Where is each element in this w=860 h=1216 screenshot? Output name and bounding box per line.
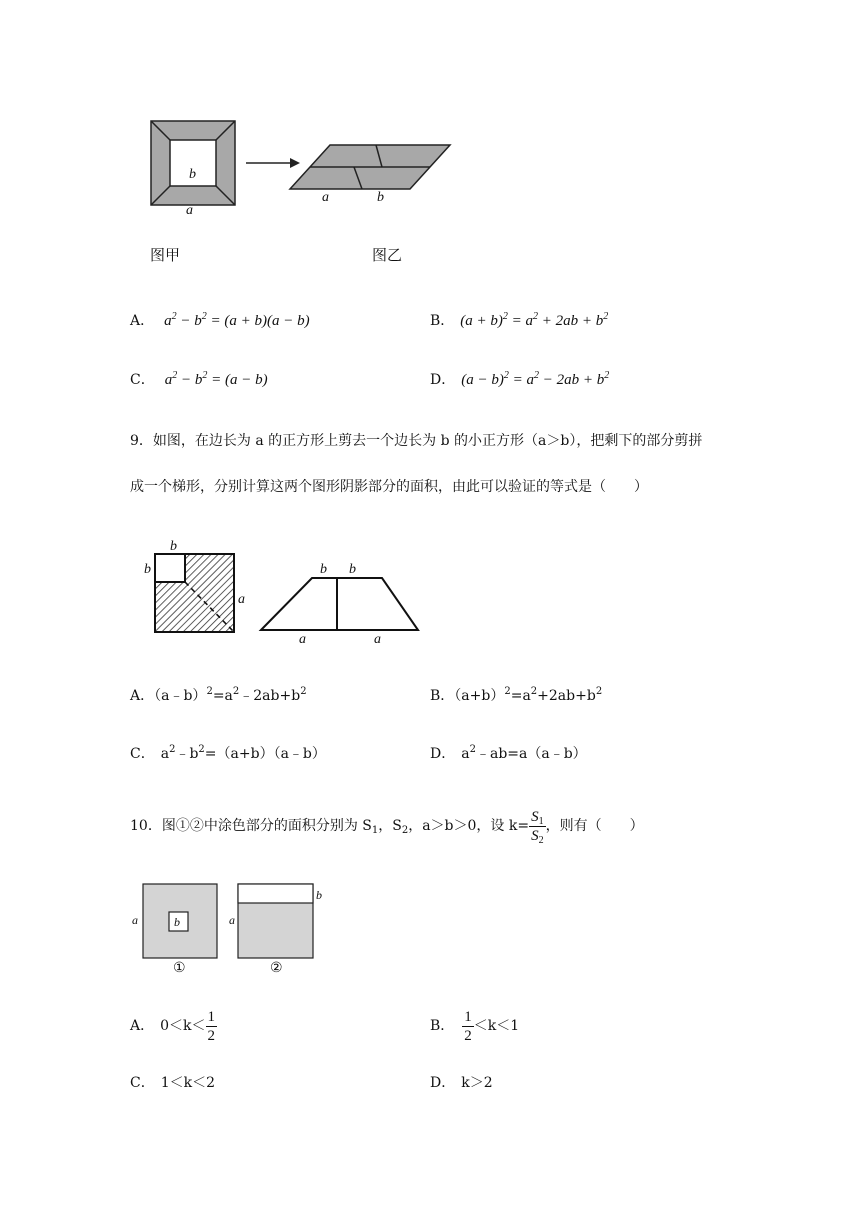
q10-caption-2: ② [270,960,283,976]
q8-option-b[interactable]: B． $(a + b)^2 = a^2 + 2ab + b^2$ [430,311,609,329]
figure-yi [290,145,450,189]
caption-yi: 图乙 [372,246,403,264]
q10-option-a[interactable]: A． 0＜k＜ $\frac{1}{2}$ [130,1008,216,1044]
q9-label-b-trap1: b [320,562,327,577]
q9-option-b[interactable]: B．$(a+b)^2=a^2+2ab+b^2$ [430,686,603,704]
label-a-yi: a [322,190,329,205]
figure-jia-yi [140,110,460,270]
q9-square [155,554,234,632]
q9-label-b-left: b [144,562,151,577]
q9-label-b-trap2: b [349,562,356,577]
q10-option-d[interactable]: D． k＞2 [430,1075,493,1091]
q10-figure [140,880,340,965]
q9-label-b-top: b [170,539,177,554]
q9-option-d[interactable]: D． $a^2﹣ab=a(a﹣b)$ [430,744,587,762]
q10-option-b[interactable]: B． $\frac{1}{2}$ ＜k＜1 [430,1008,520,1044]
q9-figure [140,540,430,650]
q10-label-b1: b [174,915,180,929]
arrow-right-icon [246,158,300,168]
q10-figure-2 [238,884,313,958]
q10-label-a2: a [229,913,235,927]
q10-option-c[interactable]: C． 1＜k＜2 [130,1075,216,1091]
q8-option-a[interactable]: A． $a^2 - b^2 = (a + b)(a - b)$ [130,311,310,329]
q9-label-a-trap1: a [299,632,306,647]
q9-label-a-right: a [238,592,245,607]
q10-caption-1: ① [173,960,186,976]
label-b-yi: b [377,190,384,205]
q9-stem-line2: 成一个梯形，分别计算这两个图形阴影部分的面积，由此可以验证的等式是（ ） [130,479,648,495]
q9-stem-line1: 9．如图，在边长为 a 的正方形上剪去一个边长为 b 的小正方形（a＞b），把剩下的部分剪拼 [130,433,703,449]
q8-option-d[interactable]: D． $(a - b)^2 = a^2 - 2ab + b^2$ [430,370,610,388]
q8-option-c[interactable]: C． $a^2 - b^2 = (a - b)$ [130,370,268,388]
figure-jia [151,121,235,205]
label-b-jia: b [189,167,196,182]
q10-label-a1: a [132,913,138,927]
q10-label-b2: b [316,888,322,902]
q10-stem: 10．图①②中涂色部分的面积分别为 $S_1$，$S_2$，a＞b＞0，设 k= $\frac{S_1}{S_2}$ ，则有（ ） [130,808,644,846]
q10-figure-1 [143,884,217,958]
label-a-jia: a [186,203,193,218]
q9-trapezoid [261,578,418,630]
q9-label-a-trap2: a [374,632,381,647]
q9-option-c[interactable]: C． $a^2﹣b^2=(a+b)(a﹣b)$ [130,744,326,762]
k-fraction: $\frac{S_1}{S_2}$ [531,808,544,846]
q9-option-a[interactable]: A．$(a﹣b)^2=a^2﹣2ab+b^2$ [130,686,307,704]
caption-jia: 图甲 [150,246,181,264]
